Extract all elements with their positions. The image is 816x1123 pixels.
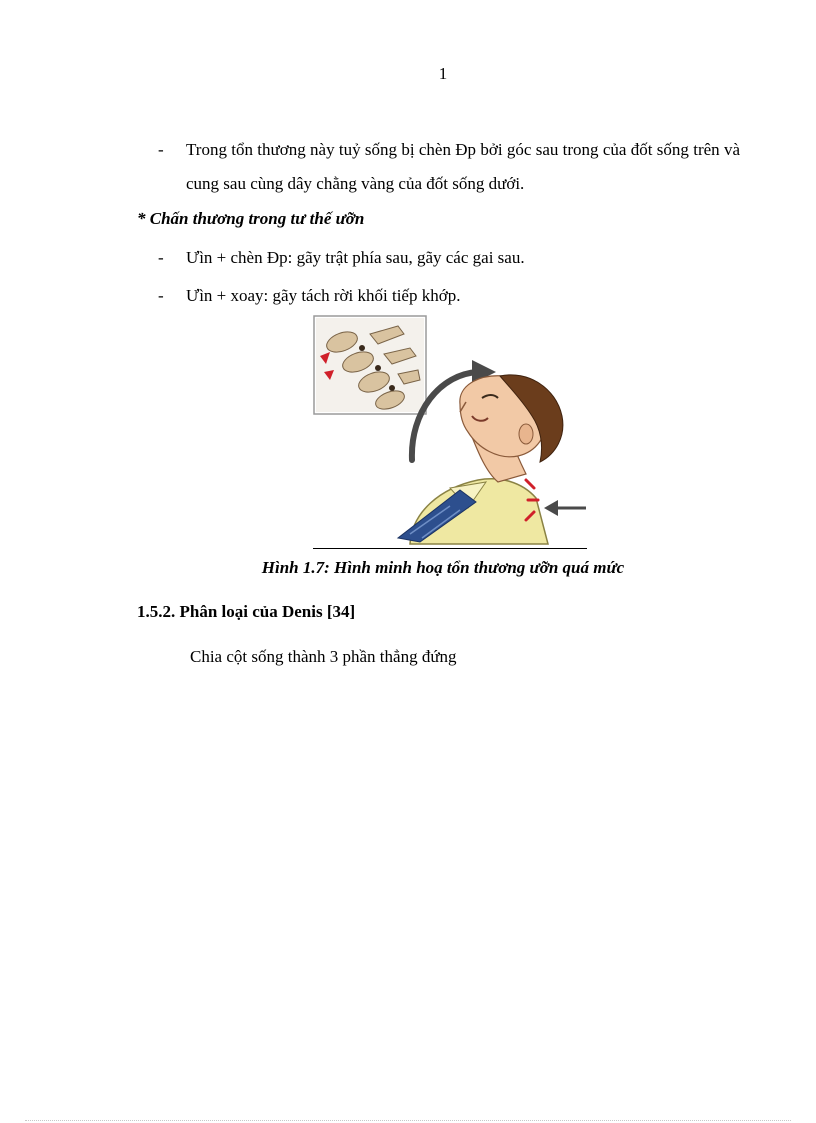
figure-divider [313,548,587,549]
figure-illustration [300,312,600,548]
bullet-marker: - [158,286,164,305]
bullet-marker: - [158,140,164,159]
bullet-text: Trong tổn thương này tuỷ sống bị chèn Ðp bởi góc sau trong của đốt sống trên và cung sau cùng dây chằng vàng của đốt sống dưới. [186,140,740,193]
subsection-heading: 1.5.2. Phân loại của Denis [34] [137,602,356,621]
bullet-item [158,133,740,201]
bullet-item [158,241,740,275]
figure-caption: Hình 1.7: Hình minh hoạ tổn thương ưỡn quá mức [261,558,625,577]
bullet-marker: - [158,248,164,267]
page-footer-divider [25,1120,791,1121]
body-paragraph: Chia cột sống thành 3 phần thẳng đứng [190,647,457,666]
bullet-text: Ưìn + chèn Ðp: gãy trật phía sau, gãy các gai sau. [186,248,525,267]
page-number: 1 [438,64,448,83]
section-heading: * Chấn thương trong tư thế ưỡn [137,209,365,228]
straight-arrow-icon [544,500,586,516]
bullet-item [158,279,740,313]
hyperextension-illustration [300,312,600,548]
bullet-text: Ưìn + xoay: gãy tách rời khối tiếp khớp. [186,286,461,305]
spine-vertebrae-icon [314,316,426,414]
